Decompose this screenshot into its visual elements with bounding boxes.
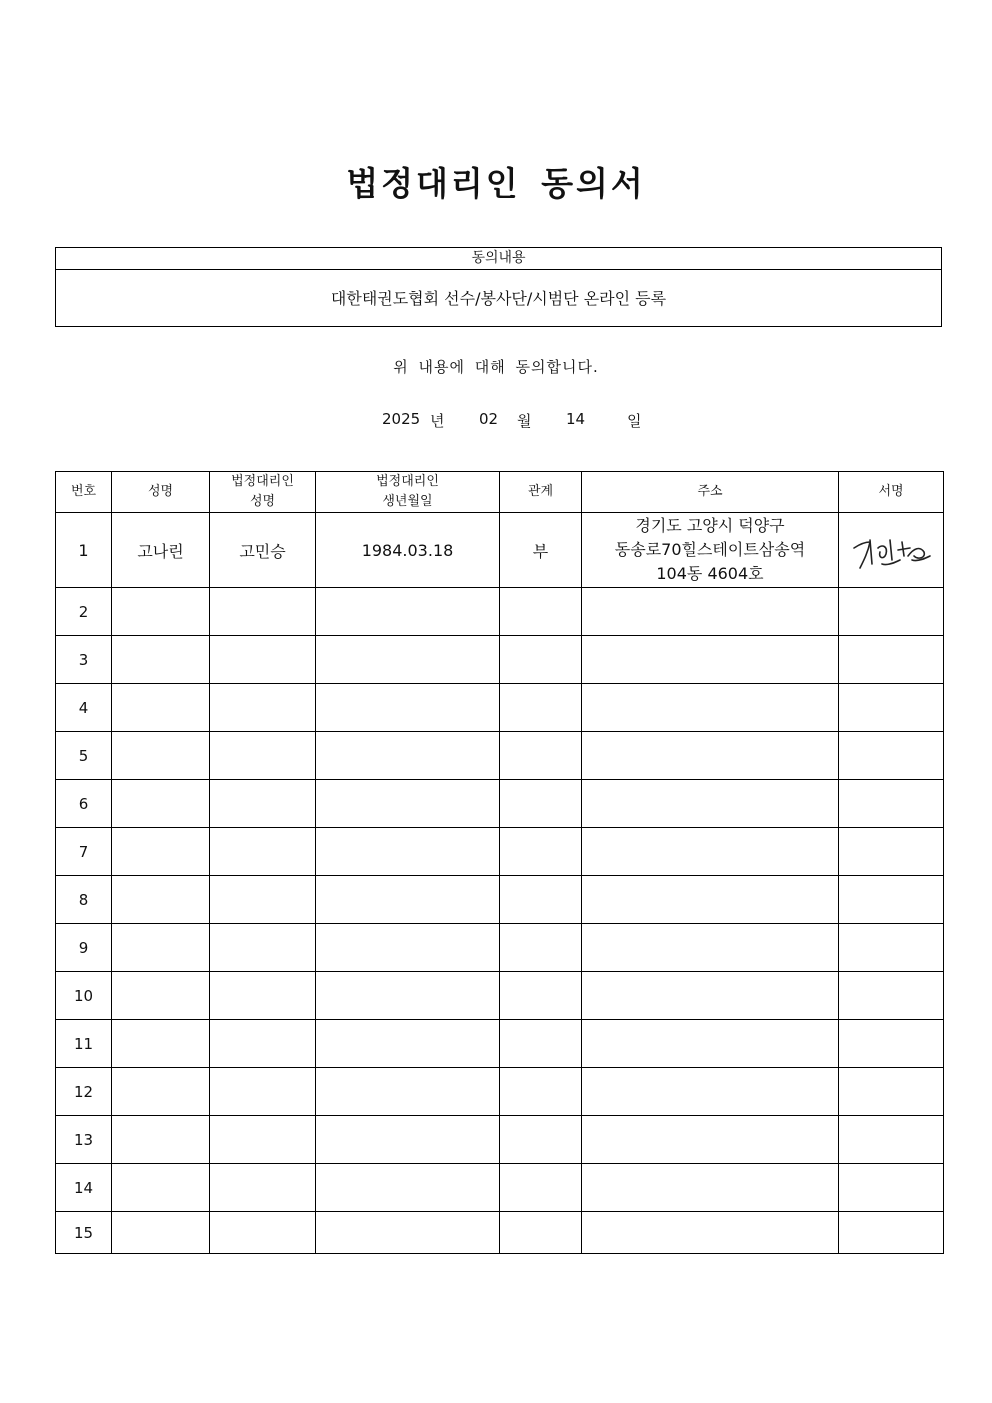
table-row [56,924,944,972]
address-line-1: 경기도 고양시 덕양구 [635,516,785,535]
header-relation: 관계 [500,472,582,513]
date-month: 02 [479,410,499,428]
header-guardian-birth-line1: 법정대리인 [376,474,439,489]
header-guardian-name-line1: 법정대리인 [231,474,294,489]
table-row [56,780,944,828]
handwritten-signature [848,526,934,574]
table-row [56,1068,944,1116]
address-line-2: 동송로70힐스테이트삼송역 [614,540,806,559]
consent-content: 대한태권도협회 선수/봉사단/시범단 온라인 등록 [330,289,667,308]
header-name: 성명 [112,472,210,513]
cell-no: 11 [56,1020,112,1068]
header-signature: 서명 [839,472,944,513]
header-guardian-name-line2: 성명 [249,494,276,509]
header-address: 주소 [582,472,839,513]
cell-no: 5 [56,732,112,780]
cell-guardian-name: 고민승 [210,513,316,588]
cell-no: 3 [56,636,112,684]
cell-no: 12 [56,1068,112,1116]
cell-no: 7 [56,828,112,876]
date-year: 2025 [382,410,421,428]
address-line-3: 104동 4604호 [656,564,764,583]
cell-address [582,513,839,588]
date-month-unit: 월 [517,412,532,430]
date-day-unit: 일 [627,412,642,430]
header-guardian-birth [316,472,500,513]
table-row [56,684,944,732]
table-row [56,1212,944,1254]
cell-no: 15 [56,1212,112,1254]
cell-no: 2 [56,588,112,636]
table-row [56,876,944,924]
cell-no: 14 [56,1164,112,1212]
date-year-unit: 년 [430,412,445,430]
table-row [56,588,944,636]
table-row [56,636,944,684]
cell-no: 9 [56,924,112,972]
consent-content-box [55,247,942,327]
table-row [56,972,944,1020]
table-row [56,513,944,588]
document-title: 법정대리인 동의서 [346,164,646,203]
agree-statement: 위 내용에 대해 동의합니다. [393,358,599,376]
header-guardian-name [210,472,316,513]
cell-no: 4 [56,684,112,732]
cell-relation: 부 [500,513,582,588]
table-row [56,1116,944,1164]
table-header-row [56,472,944,513]
cell-name: 고나린 [112,513,210,588]
consent-header: 동의내용 [56,248,941,270]
cell-signature [839,513,944,588]
header-guardian-birth-line2: 생년월일 [382,494,433,509]
table-row [56,1164,944,1212]
cell-no: 1 [56,513,112,588]
date-day: 14 [566,410,586,428]
cell-no: 6 [56,780,112,828]
table-row [56,732,944,780]
header-no: 번호 [56,472,112,513]
table-row [56,828,944,876]
table-row [56,1020,944,1068]
guardian-table [55,471,944,1254]
cell-no: 8 [56,876,112,924]
cell-no: 10 [56,972,112,1020]
cell-no: 13 [56,1116,112,1164]
cell-guardian-birth: 1984.03.18 [316,513,500,588]
